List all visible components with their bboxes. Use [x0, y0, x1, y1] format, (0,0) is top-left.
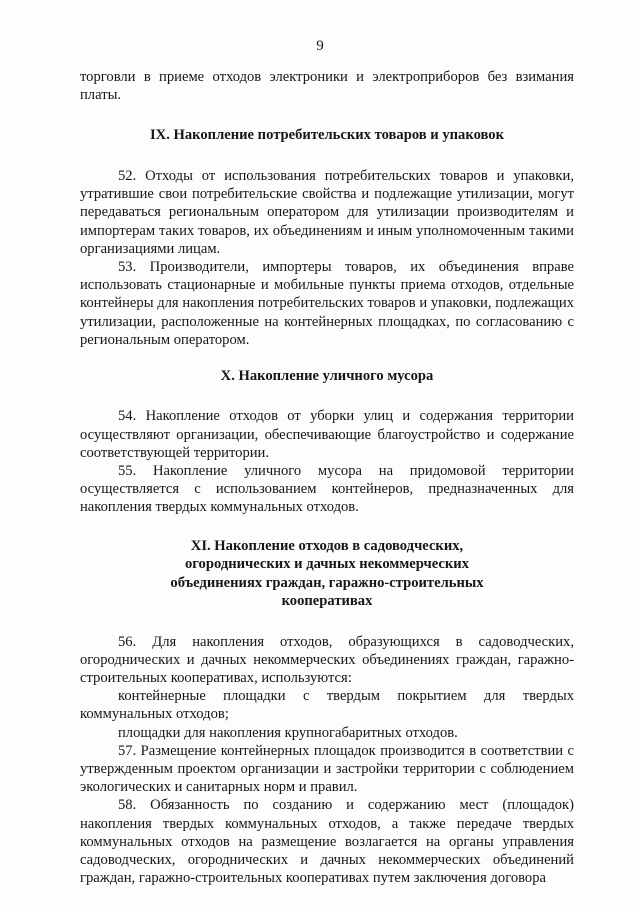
paragraph-54: 54. Накопление отходов от уборки улиц и содержания территории осуществляют организации, обеспечивающие благоустройство и содержание соответствующей территории.	[80, 408, 574, 461]
page-number: 9	[316, 38, 324, 54]
paragraph-56: 56. Для накопления отходов, образующихся в садоводческих, огороднических и дачных некоммерческих объединениях граждан, гаражно-строительных кооперативах, используются:	[80, 633, 574, 687]
paragraph-52: 52. Отходы от использования потребительских товаров и упаковки, утратившие свои потребительские свойства и подлежащие утилизации, могут передаваться региональным оператором для утилизации производителям и импортерам таких товаров, их объединениям и иным уполномоченным такими организациями лицам.	[80, 167, 574, 257]
section-heading-ix: IX. Накопление потребительских товаров и упаковок	[149, 127, 504, 144]
document-body	[80, 68, 574, 888]
intro-paragraph: торговли в приеме отходов электроники и электроприборов без взимания платы.	[80, 69, 574, 104]
list-item-bulky-waste-sites: площадки для накопления крупногабаритных отходов.	[118, 724, 458, 741]
section-heading-xi: XI. Накопление отходов в садоводческих, огороднических и дачных некоммерческих объединениях граждан, гаражно-строительных кооперативах	[170, 537, 484, 610]
paragraph-53: 53. Производители, импортеры товаров, их объединения вправе использовать стационарные и мобильные пункты приема отходов, отдельные контейнеры для накопления потребительских товаров и упаковки, подлежащих утилизации, расположенные на контейнерных площадках, по согласованию с региональным оператором.	[80, 258, 574, 348]
list-item-container-sites: контейнерные площадки с твердым покрытием для твердых коммунальных отходов;	[80, 688, 574, 723]
paragraph-55: 55. Накопление уличного мусора на придомовой территории осуществляется с использованием контейнеров, предназначенных для накопления твердых коммунальных отходов.	[80, 463, 574, 516]
section-heading-x: X. Накопление уличного мусора	[220, 367, 434, 384]
paragraph-58: 58. Обязанность по созданию и содержанию мест (площадок) накопления твердых коммунальных отходов, а также передаче твердых коммунальных отходов на размещение возлагается на органы управления садоводческих, огороднических и дачных некоммерческих объединений граждан, гаражно-строительных кооперативах путем заключения договора	[80, 797, 574, 887]
paragraph-57: 57. Размещение контейнерных площадок производится в соответствии с утвержденным проектом организации и застройки территории с соблюдением экологических и санитарных норм и правил.	[80, 742, 574, 796]
